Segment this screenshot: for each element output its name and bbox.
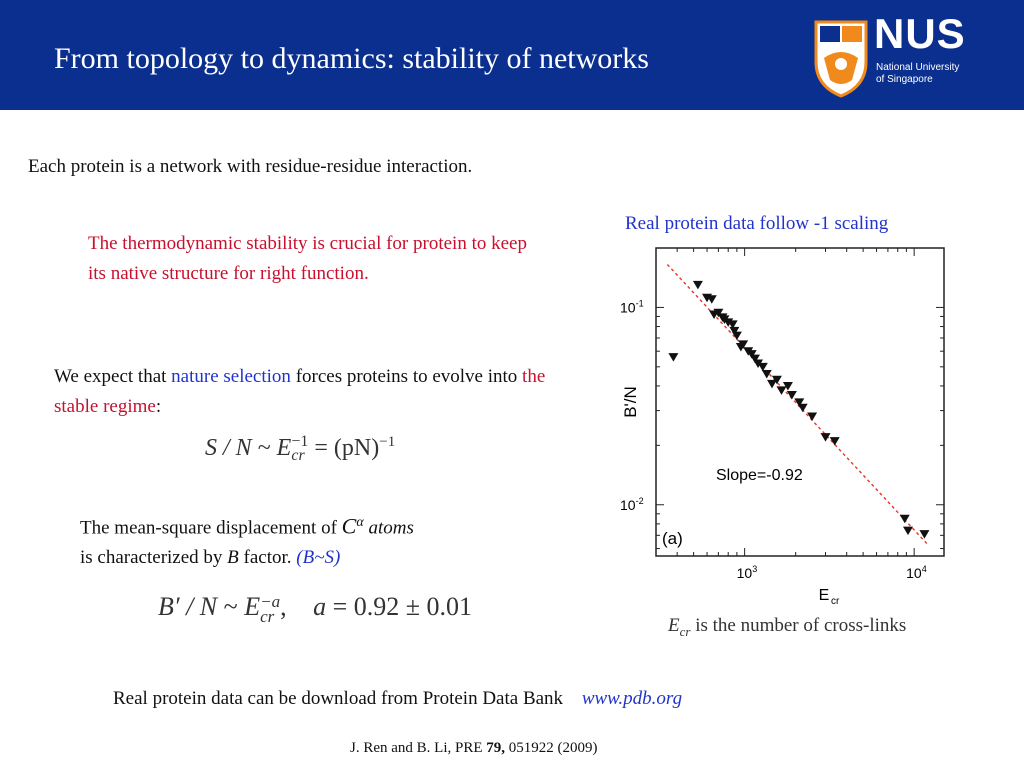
scaling-chart bbox=[620, 240, 980, 630]
chart-heading: Real protein data follow -1 scaling bbox=[625, 213, 889, 234]
x-tick-label: $10^4$ bbox=[906, 564, 927, 581]
nus-wordmark: NUS bbox=[874, 10, 966, 57]
expectation-paragraph: We expect that nature selection forces proteins to evolve into the stable regime: bbox=[54, 366, 546, 417]
equation-scaling: S / N ~ E −1 cr = (pN)$^{-1}$ bbox=[205, 433, 396, 465]
pdb-note: Real protein data can be download from Protein Data Bank www.pdb.org bbox=[113, 688, 683, 709]
slope-annotation: Slope=-0.92 bbox=[716, 467, 803, 484]
nus-subtitle: National University of Singapore bbox=[876, 62, 960, 85]
equation-bfactor: B′ / N ~ E −a cr , a = 0.92 ± 0.01 bbox=[158, 592, 473, 627]
nus-logo bbox=[812, 10, 1012, 98]
msd-paragraph: The mean-square displacement of $C^\alpha$ atoms is characterized by B factor. (B~S) bbox=[80, 513, 414, 569]
slide-title: From topology to dynamics: stability of networks bbox=[54, 42, 649, 75]
x-axis-label-sub: cr bbox=[831, 596, 840, 607]
chart-area bbox=[620, 240, 980, 630]
y-axis-label: B'/N bbox=[621, 386, 640, 418]
x-axis-label: E bbox=[818, 587, 830, 604]
intro-text: Each protein is a network with residue-residue interaction. bbox=[28, 156, 473, 177]
y-tick-label: $10^{-1}$ bbox=[620, 298, 644, 316]
reference: J. Ren and B. Li, PRE 79, 051922 (2009) bbox=[350, 740, 598, 756]
nus-crest-icon bbox=[812, 18, 870, 98]
x-tick-label: $10^3$ bbox=[736, 564, 758, 581]
chart-caption: $E_{cr}$ is the number of cross-links bbox=[668, 615, 907, 639]
pdb-link[interactable]: www.pdb.org bbox=[581, 688, 683, 709]
stability-paragraph: The thermodynamic stability is crucial for protein to keep its native structure for right function. bbox=[88, 233, 527, 284]
header-bar bbox=[0, 0, 1024, 110]
y-tick-label: $10^{-2}$ bbox=[620, 495, 644, 513]
panel-label: (a) bbox=[662, 529, 683, 548]
